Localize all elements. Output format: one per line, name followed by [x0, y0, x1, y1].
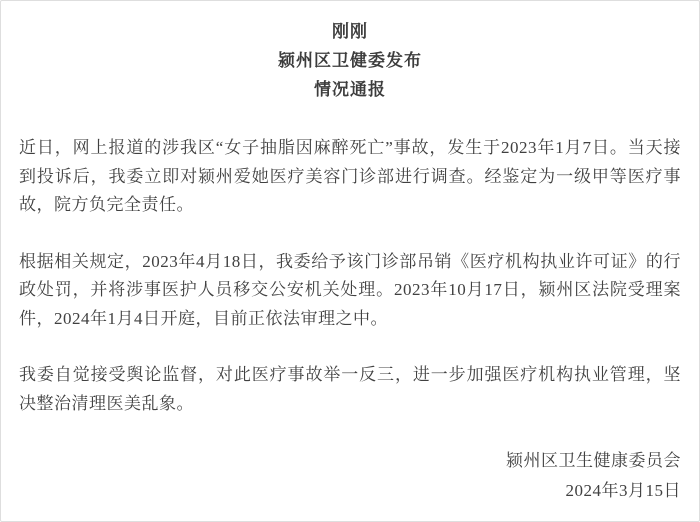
paragraph-commitment: 我委自觉接受舆论监督，对此医疗事故举一反三，进一步加强医疗机构执业管理，坚决整治清理医美乱象。 [19, 365, 681, 413]
notice-body [19, 134, 681, 418]
header-issuer-line: 颍州区卫健委发布 [278, 51, 422, 70]
paragraph-punishment: 根据相关规定，2023年4月18日，我委给予该门诊部吊销《医疗机构执业许可证》的行政处罚，并将涉事医护人员移交公安机关处理。2023年10月17日，颍州区法院受理案件，2024年1月4日开庭，目前正依法审理之中。 [19, 251, 681, 328]
header-timestamp: 刚刚 [332, 22, 368, 41]
paragraph-incident: 近日，网上报道的涉我区“女子抽脂因麻醉死亡”事故，发生于2023年1月7日。当天接到投诉后，我委立即对颍州爱她医疗美容门诊部进行调查。经鉴定为一级甲等医疗事故，院方负完全责任。 [19, 138, 681, 214]
signature-date: 2024年3月15日 [565, 481, 681, 500]
notice-header [19, 17, 681, 104]
signature-block [19, 446, 681, 505]
notice-title: 情况通报 [314, 80, 386, 99]
signature-issuer: 颍州区卫生健康委员会 [506, 451, 681, 470]
